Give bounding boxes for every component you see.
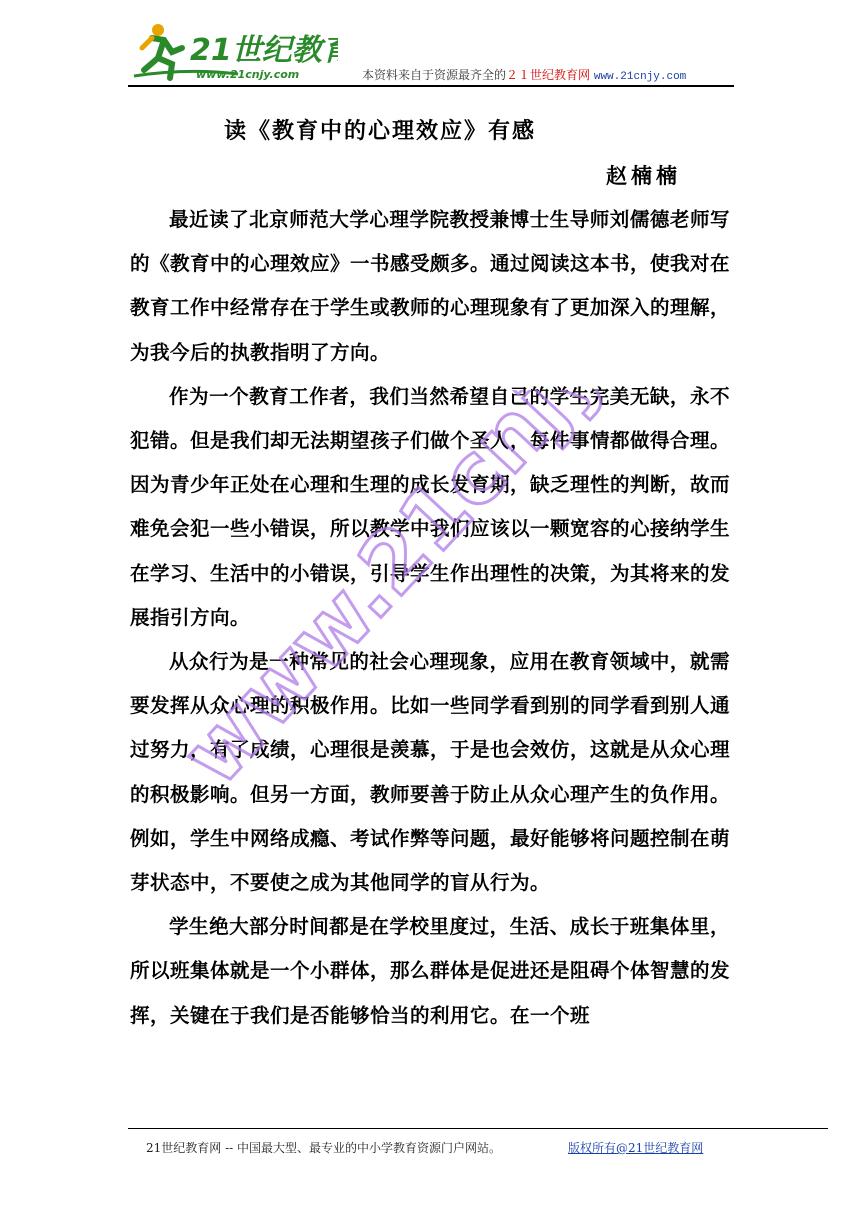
- site-logo: [128, 18, 338, 86]
- source-site: ２１世纪教育网: [506, 68, 591, 82]
- header-source-note: [362, 66, 686, 83]
- footer-divider: [128, 1128, 828, 1129]
- footer-site-description: 21世纪教育网 -- 中国最大型、最专业的中小学教育资源门户网站。: [146, 1141, 502, 1155]
- footer-copyright-link[interactable]: 版权所有@21世纪教育网: [568, 1141, 704, 1155]
- header-divider: [128, 85, 734, 87]
- svg-text:21世纪教育: 21世纪教育: [190, 33, 338, 68]
- source-url[interactable]: www.21cnjy.com: [593, 71, 687, 83]
- source-prefix: 本资料来自于资源最齐全的: [362, 68, 507, 82]
- watermark-text: www.21cnjy.com: [180, 390, 700, 804]
- paragraph: 学生绝大部分时间都是在学校里度过，生活、成长于班集体里，所以班集体就是一个小群体，那么群体是促进还是阻碍个体智慧的发挥，关键在于我们是否能够恰当的利用它。在一个班: [130, 915, 731, 1027]
- svg-text:www.21cnjy.com: www.21cnjy.com: [196, 68, 300, 81]
- paragraph: 最近读了北京师范大学心理学院教授兼博士生导师刘儒德老师写的《教育中的心理效应》一书感受颇多。通过阅读这本书，使我对在教育工作中经常存在于学生或教师的心理现象有了更加深入的理解，为我今后的执教指明了方向。: [130, 208, 731, 364]
- article-body: [130, 198, 730, 1038]
- paragraph: 从众行为是一种常见的社会心理现象，应用在教育领域中，就需要发挥从众心理的积极作用。比如一些同学看到别的同学看到别人通过努力，有了成绩，心理很是羡慕，于是也会效仿，这就是从众心理的积极影响。但另一方面，教师要善于防止从众心理产生的负作用。例如，学生中网络成瘾、考试作弊等问题，最好能够将问题控制在萌芽状态中，不要使之成为其他同学的盲从行为。: [130, 650, 731, 895]
- paragraph: 作为一个教育工作者，我们当然希望自己的学生完美无缺，永不犯错。但是我们却无法期望孩子们做个圣人，每件事情都做得合理。因为青少年正处在心理和生理的成长发育期，缺乏理性的判断，故而难免会犯一些小错误，所以教学中我们应该以一颗宽容的心接纳学生在学习、生活中的小错误，引导学生作出理性的决策，为其将来的发展指引方向。: [130, 384, 731, 629]
- runner-logo-icon: [128, 18, 338, 86]
- article-author: 赵楠楠: [606, 163, 681, 188]
- page-header: [128, 18, 734, 88]
- article-title: 读《教育中的心理效应》有感: [224, 118, 537, 144]
